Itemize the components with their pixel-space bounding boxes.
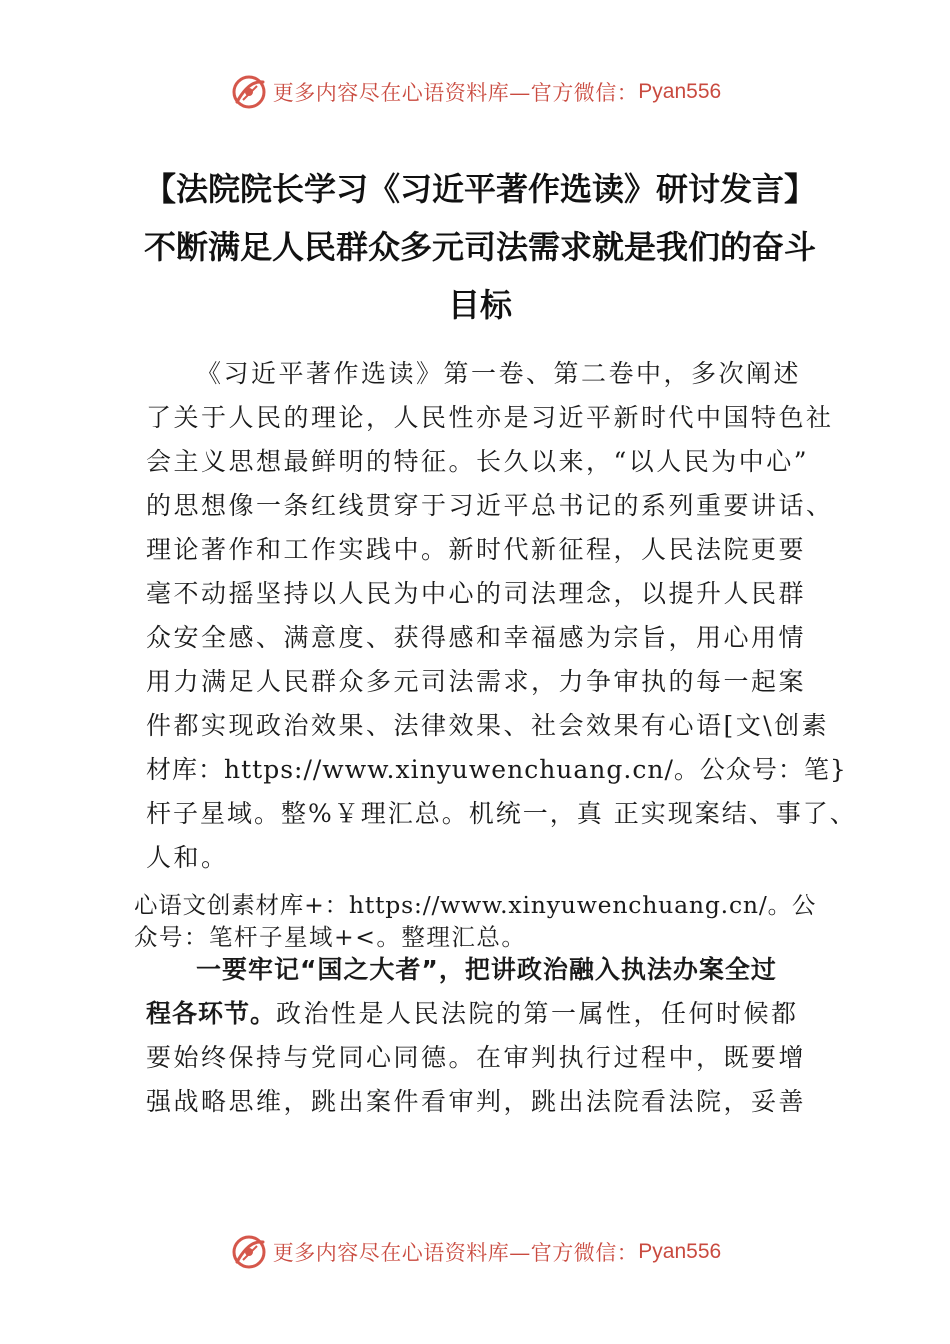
text-line: 人和。 (146, 843, 229, 872)
bold-heading: 程各环节。 (146, 999, 277, 1028)
text-span: 政治性是人民法院的第一属性，任何时候都 (276, 999, 799, 1028)
text-line-bold (196, 950, 777, 986)
text-line: 了关于人民的理论，人民性亦是习近平新时代中国特色社 (146, 403, 834, 432)
text-line: 件都实现政治效果、法律效果、社会效果有心语[文\创素 (146, 711, 830, 740)
text-line: 要始终保持与党同心同德。在审判执行过程中，既要增 (146, 1043, 807, 1072)
note-line: 众号：笔杆子星域+<。整理汇总。 (134, 923, 527, 951)
text-line: 《习近平著作选读》第一卷、第二卷中，多次阐述 (196, 359, 802, 388)
note-line: 心语文创素材库+：https://www.xinyuwenchuang.cn/。公 (134, 891, 817, 919)
footer-banner (0, 1230, 950, 1274)
text-line: 会主义思想最鲜明的特征。长久以来，“以人民为中心” (146, 447, 810, 476)
text-line (146, 994, 799, 1030)
banner-text: 更多内容尽在心语资料库—官方微信： (272, 81, 639, 105)
text-line: 的思想像一条红线贯穿于习近平总书记的系列重要讲话、 (146, 491, 834, 520)
document-title: 【法院院长学习《习近平著作选读》研讨发言】不断满足人民群众多元司法需求就是我们的奋斗目标 (143, 170, 816, 324)
banner-wechat-handle: Pyan556 (638, 80, 722, 103)
header-banner (0, 70, 950, 114)
text-line: 强战略思维，跳出案件看审判，跳出法院看法院，妥善 (146, 1087, 807, 1116)
brand-logo-icon (229, 72, 269, 112)
text-line: 用力满足人民群众多元司法需求，力争审执的每一起案 (146, 667, 807, 696)
text-line: 理论著作和工作实践中。新时代新征程，人民法院更要 (146, 535, 807, 564)
text-line: 杆子星域。整%￥理汇总。机统一，真 正实现案结、事了、 (146, 799, 857, 828)
banner-wechat-handle: Pyan556 (638, 1240, 722, 1263)
text-line: 毫不动摇坚持以人民为中心的司法理念，以提升人民群 (146, 579, 807, 608)
text-line: 材库：https://www.xinyuwenchuang.cn/。公众号：笔} (146, 755, 847, 784)
banner-text: 更多内容尽在心语资料库—官方微信： (272, 1241, 639, 1265)
brand-logo-icon (229, 1232, 269, 1272)
bold-heading: 一要牢记“国之大者”，把讲政治融入执法办案全过 (196, 955, 777, 984)
text-line: 众安全感、满意度、获得感和幸福感为宗旨，用心用情 (146, 623, 807, 652)
